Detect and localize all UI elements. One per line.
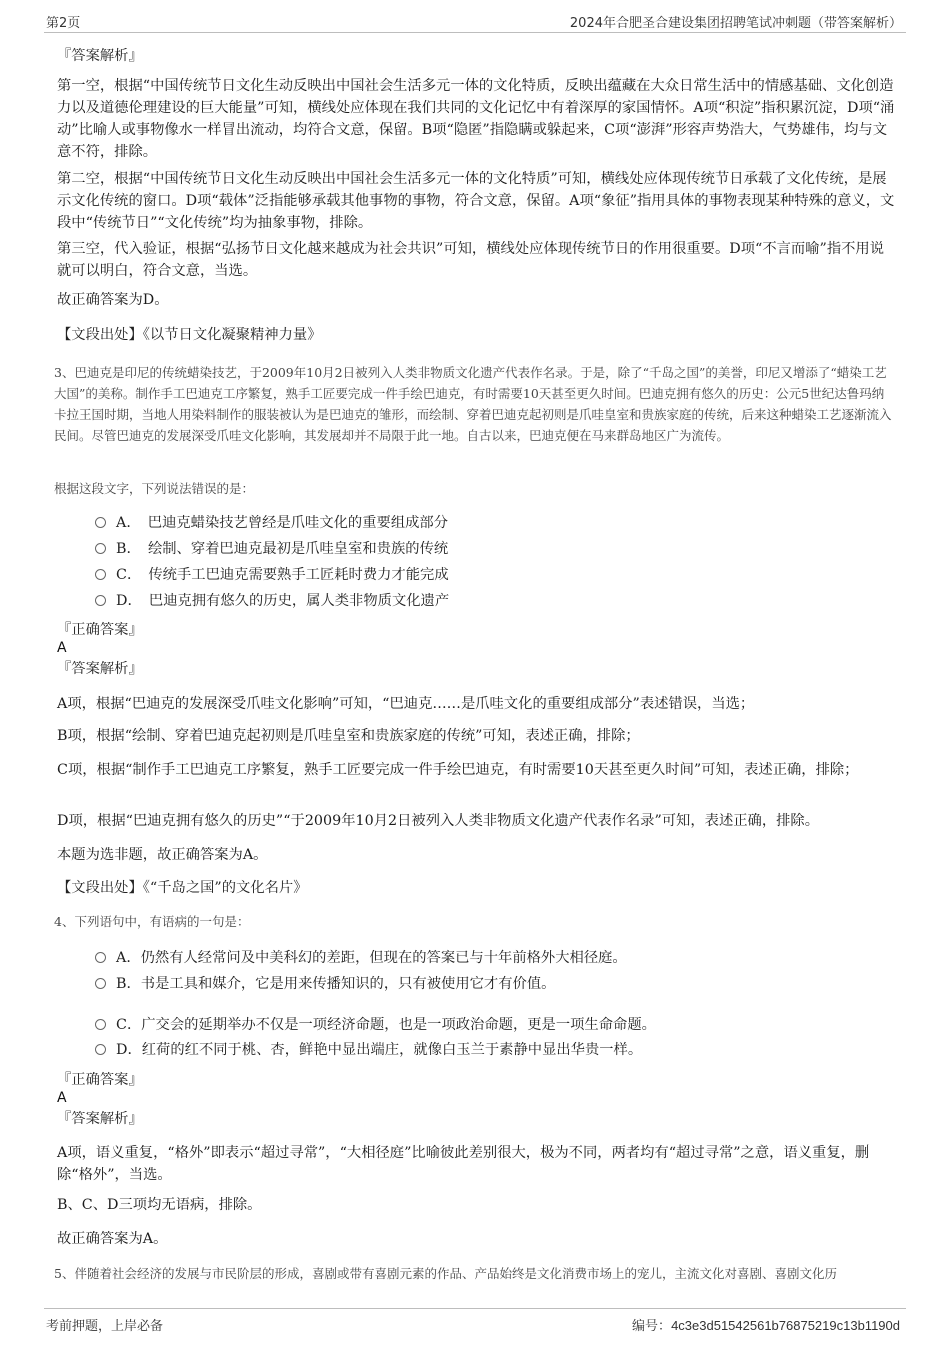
question-4-option-a[interactable]: A．仍然有人经常问及中美科幻的差距，但现在的答案已与十年前格外大相径庭。 <box>95 948 627 968</box>
explanation-paragraph: 第二空，根据“中国传统节日文化生动反映出中国社会生活多元一体的文化特质”可知，横线处应体现传统节日承载了文化传统，是展示文化传统的窗口。D项“载体”泛指能够承载其他事物的事物，符合文意，保留。A项“象征”指用具体的事物表现某种特殊的意义，文段中“传统节日”“文化传统”均为抽象事物，排除。 <box>57 171 895 231</box>
explanation-paragraph: 第三空，代入验证，根据“弘扬节日文化越来越成为社会共识”可知，横线处应体现传统节日的作用很重要。D项“不言而喻”指不用说就可以明白，符合文意，当选。 <box>57 241 885 279</box>
radio-icon[interactable] <box>95 978 106 989</box>
footer-slogan: 考前押题，上岸必备 <box>46 1319 164 1334</box>
explanation-conclusion: 本题为选非题，故正确答案为A。 <box>57 847 268 863</box>
question-3-text: 3、巴迪克是印尼的传统蜡染技艺，于2009年10月2日被列入人类非物质文化遗产代表作名录。于是，除了“千岛之国”的美誉，印尼又增添了“蜡染工艺大国”的美称。制作手工巴迪克工序繁复，熟手工匠要完成一件手绘巴迪克，有时需要10天甚至更久时间。巴迪克拥有悠久的历史：公元5世纪达鲁玛纳卡拉王国时期，当地人用染料制作的服装被认为是巴迪克的雏形，而绘制、穿着巴迪克起初则是爪哇皇室和贵族家庭的传统，后来这种蜡染工艺逐渐流入民间。尽管巴迪克的发展深受爪哇文化影响，其发展却并不局限于此一地。自古以来，巴迪克便在马来群岛地区广为流传。 <box>54 365 892 443</box>
explanation-label: 『答案解析』 <box>57 48 143 64</box>
page-header <box>44 8 906 33</box>
question-3-option-d[interactable]: D． 巴迪克拥有悠久的历史，属人类非物质文化遗产 <box>95 591 449 611</box>
question-4-option-c[interactable]: C．广交会的延期举办不仅是一项经济命题，也是一项政治命题，更是一项生命命题。 <box>95 1015 656 1035</box>
explanation-conclusion: 故正确答案为D。 <box>57 292 169 308</box>
explanation-paragraph: B项，根据“绘制、穿着巴迪克起初则是爪哇皇室和贵族家庭的传统”可知，表述正确，排除； <box>57 728 640 744</box>
document-code <box>632 1315 900 1334</box>
question-4-option-d[interactable]: D．红荷的红不同于桃、杏，鲜艳中显出端庄，就像白玉兰于素静中显出华贵一样。 <box>95 1040 642 1060</box>
document-code-label: 编号： <box>632 1319 672 1334</box>
radio-icon[interactable] <box>95 543 106 554</box>
question-3-option-b[interactable]: B． 绘制、穿着巴迪克最初是爪哇皇室和贵族的传统 <box>95 539 448 559</box>
question-5-text: 5、伴随着社会经济的发展与市民阶层的形成，喜剧或带有喜剧元素的作品、产品始终是文化消费市场上的宠儿，主流文化对喜剧、喜剧文化历 <box>54 1266 837 1281</box>
page-number: 第2页 <box>46 16 81 31</box>
radio-icon[interactable] <box>95 1044 106 1055</box>
radio-icon[interactable] <box>95 952 106 963</box>
question-3-prompt: 根据这段文字，下列说法错误的是： <box>54 481 255 496</box>
explanation-paragraph: C项，根据“制作手工巴迪克工序繁复，熟手工匠要完成一件手绘巴迪克，有时需要10天甚至更久时间”可知，表述正确，排除； <box>57 762 859 778</box>
explanation-paragraph: 第一空，根据“中国传统节日文化生动反映出中国社会生活多元一体的文化特质，反映出蕴藏在大众日常生活中的情感基础、文化创造力以及道德伦理建设的巨大能量”可知，横线处应体现在我们共同的文化记忆中有着深厚的家国情怀。A项“积淀”指积累沉淀，D项“涌动”比喻人或事物像水一样冒出流动，均符合文意，保留。B项“隐匿”指隐瞒或躲起来，C项“澎湃”形容声势浩大，气势雄伟，均与文意不符，排除。 <box>57 78 895 160</box>
explanation-label: 『答案解析』 <box>57 661 143 677</box>
explanation-label: 『答案解析』 <box>57 1111 143 1127</box>
explanation-conclusion: 故正确答案为A。 <box>57 1231 168 1247</box>
correct-answer: A <box>57 640 67 656</box>
source-citation: 【文段出处】《“千岛之国”的文化名片》 <box>57 880 308 896</box>
radio-icon[interactable] <box>95 595 106 606</box>
document-code-value: 4c3e3d51542561b76875219c13b1190d <box>671 1318 900 1333</box>
question-3-option-a[interactable]: A． 巴迪克蜡染技艺曾经是爪哇文化的重要组成部分 <box>95 513 448 533</box>
page-footer <box>44 1308 906 1339</box>
explanation-paragraph: B、C、D三项均无语病，排除。 <box>57 1197 262 1213</box>
correct-answer-label: 『正确答案』 <box>57 622 143 638</box>
explanation-paragraph: D项，根据“巴迪克拥有悠久的历史”“于2009年10月2日被列入人类非物质文化遗产代表作名录”可知，表述正确，排除。 <box>57 813 820 829</box>
question-3-option-c[interactable]: C． 传统手工巴迪克需要熟手工匠耗时费力才能完成 <box>95 565 449 585</box>
correct-answer: A <box>57 1090 67 1106</box>
document-title: 2024年合肥圣合建设集团招聘笔试冲刺题（带答案解析） <box>569 16 902 31</box>
question-4-text: 4、下列语句中，有语病的一句是： <box>54 914 250 929</box>
radio-icon[interactable] <box>95 1019 106 1030</box>
question-4-option-b[interactable]: B．书是工具和媒介，它是用来传播知识的，只有被使用它才有价值。 <box>95 974 555 994</box>
explanation-paragraph: A项，语义重复，“格外”即表示“超过寻常”，“大相径庭”比喻彼此差别很大，极为不同，两者均有“超过寻常”之意，语义重复，删除“格外”，当选。 <box>57 1145 870 1183</box>
radio-icon[interactable] <box>95 569 106 580</box>
radio-icon[interactable] <box>95 517 106 528</box>
correct-answer-label: 『正确答案』 <box>57 1072 143 1088</box>
explanation-paragraph: A项，根据“巴迪克的发展深受爪哇文化影响”可知，“巴迪克……是爪哇文化的重要组成部分”表述错误，当选； <box>57 696 755 712</box>
source-citation: 【文段出处】《以节日文化凝聚精神力量》 <box>57 327 322 343</box>
